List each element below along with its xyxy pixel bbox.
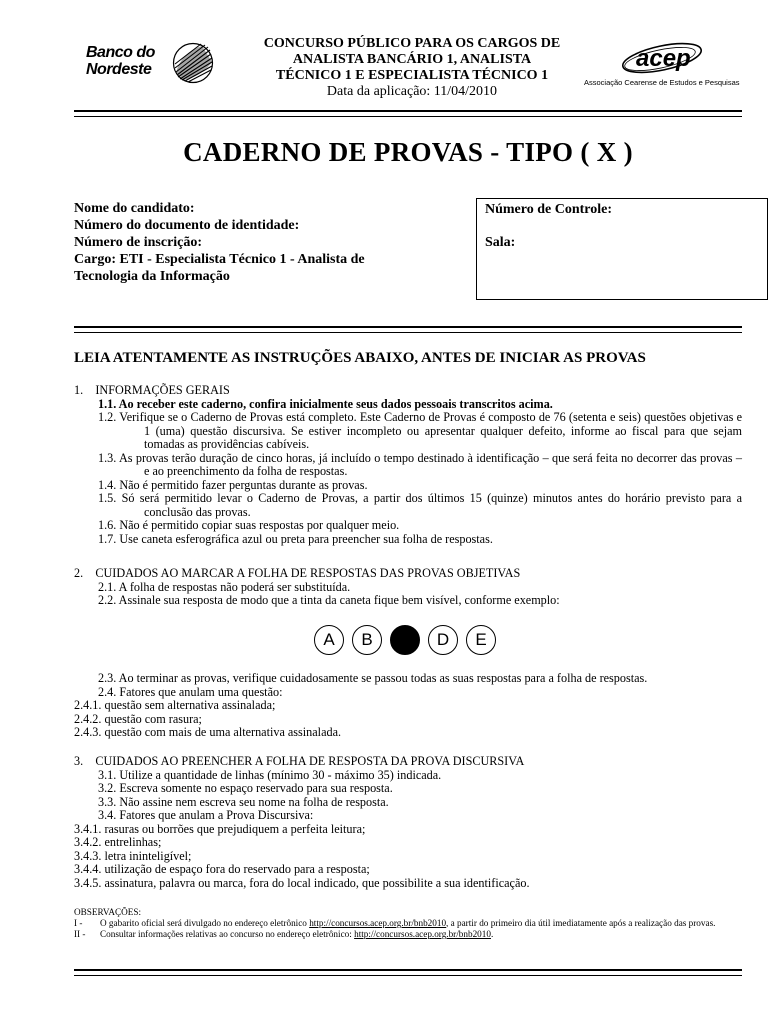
list-subitem: 3.4.5. assinatura, palavra ou marca, fora do local indicado, que possibilite a sua identificação.: [74, 875, 530, 890]
list-item: 2.4. Fatores que anulam uma questão:: [98, 684, 283, 699]
list-item: 1.6. Não é permitido copiar suas respostas por qualquer meio.: [98, 518, 400, 532]
list-subitem: 2.4.1. questão sem alternativa assinalada;: [74, 698, 276, 712]
info-divider: [74, 326, 742, 333]
bank-logo-line1: Banco do: [86, 44, 155, 61]
observation-text: [100, 918, 742, 929]
candidate-position-line1: Cargo: ETI - Especialista Técnico 1 - Analista de: [74, 252, 365, 267]
list-subitem: 3.4.2. entrelinhas;: [74, 835, 162, 849]
section-objective-answers: [74, 567, 742, 608]
observation2-post: .: [490, 929, 494, 939]
candidate-name-label: Nome do candidato:: [74, 201, 195, 216]
list-item: 2.1. A folha de respostas não poderá ser substituída.: [98, 579, 351, 594]
observation1-pre: O gabarito oficial será divulgado no endereço eletrônico: [100, 918, 310, 928]
section-objective-answers-cont: [74, 672, 742, 740]
observation1-post: , a partir do primeiro dia útil imediatamente após a realização das provas.: [446, 918, 716, 928]
list-item: 1.5. Só será permitido levar o Caderno de Provas, a partir dos últimos 15 (quinze) minutos antes do horário previsto para a conclusão das provas.: [98, 491, 742, 519]
list-item: 1.3. As provas terão duração de cinco horas, já incluído o tempo destinado à identificação – que será feita no decorrer das provas – e ao preenchimento da folha de respostas.: [98, 450, 742, 478]
control-number-label: Número de Controle:: [485, 202, 613, 217]
candidate-registration-label: Número de inscrição:: [74, 235, 203, 250]
observation2-pre: Consultar informações relativas ao concurso no endereço eletrônico:: [100, 929, 355, 939]
list-item: 3.3. Não assine nem escreva seu nome na folha de resposta.: [98, 794, 389, 809]
list-subitem: 3.4.3. letra ininteligível;: [74, 848, 192, 863]
header-title-line3: TÉCNICO 1 E ESPECIALISTA TÉCNICO 1: [275, 68, 549, 83]
section-general-info: [74, 384, 742, 546]
list-item: 3.4. Fatores que anulam a Prova Discursiva:: [98, 808, 314, 822]
control-box: [476, 198, 768, 300]
list-item: 1.2. Verifique se o Caderno de Provas está completo. Este Caderno de Provas é composto de 76 (setenta e seis) questões objetivas e 1 (uma) questão discursiva. Se estiver incompleto ou apresentar qualquer defeito, informe ao fiscal para que sejam tomadas as providências cabíveis.: [98, 410, 742, 451]
footer-divider: [74, 969, 742, 976]
bubble-c-filled: [390, 625, 420, 655]
list-subitem: 3.4.4. utilização de espaço fora do reservado para a resposta;: [74, 862, 370, 876]
bubble-e: E: [466, 625, 496, 655]
section1-title: 1. INFORMAÇÕES GERAIS: [74, 383, 230, 397]
section2-title: 2. CUIDADOS AO MARCAR A FOLHA DE RESPOSTAS DAS PROVAS OBJETIVAS: [74, 566, 521, 580]
list-subitem: 2.4.3. questão com mais de uma alternativa assinalada.: [74, 725, 342, 739]
bubble-d: D: [428, 625, 458, 655]
answer-bubble-example: [314, 625, 494, 659]
observations: [74, 907, 742, 940]
bank-emblem-icon: [172, 42, 214, 84]
results-link[interactable]: http://concursos.acep.org.br/bnb2010: [309, 918, 447, 928]
list-item: 1.4. Não é permitido fazer perguntas durante as provas.: [98, 477, 368, 492]
list-subitem: 3.4.1. rasuras ou borrões que prejudiquem a perfeita leitura;: [74, 821, 366, 836]
list-item: 3.2. Escreva somente no espaço reservado para sua resposta.: [98, 781, 393, 795]
acep-subtitle: Associação Cearense de Estudos e Pesquisas: [584, 78, 740, 87]
observations-title: OBSERVAÇÕES:: [74, 907, 141, 917]
observation-key: I -: [74, 918, 83, 928]
page-title: CADERNO DE PROVAS - TIPO ( X ): [183, 137, 633, 167]
list-item: 3.1. Utilize a quantidade de linhas (mínimo 30 - máximo 35) indicada.: [98, 767, 442, 782]
observation-text: [100, 929, 742, 940]
acep-logo-text: acep: [636, 45, 691, 72]
candidate-info: [74, 200, 464, 285]
exam-header: [232, 36, 592, 100]
list-item: 1.1. Ao receber este caderno, confira inicialmente seus dados pessoais transcritos acima.: [98, 396, 553, 411]
room-label: Sala:: [485, 235, 516, 250]
instructions-heading: LEIA ATENTAMENTE AS INSTRUÇÕES ABAIXO, ANTES DE INICIAR AS PROVAS: [74, 350, 646, 366]
list-item: 2.2. Assinale sua resposta de modo que a tinta da caneta fique bem visível, conforme exemplo:: [98, 593, 560, 607]
observation-item: [74, 918, 742, 929]
acep-logo: [612, 38, 704, 78]
list-item: 1.7. Use caneta esferográfica azul ou preta para preencher sua folha de respostas.: [98, 531, 493, 546]
header-title-line2: ANALISTA BANCÁRIO 1, ANALISTA: [292, 52, 532, 67]
section-discursive-answer: [74, 755, 742, 890]
section3-title: 3. CUIDADOS AO PREENCHER A FOLHA DE RESPOSTA DA PROVA DISCURSIVA: [74, 754, 525, 768]
header-title-line1: CONCURSO PÚBLICO PARA OS CARGOS DE: [263, 36, 561, 51]
bank-logo-line2: Nordeste: [86, 61, 152, 78]
candidate-id-label: Número do documento de identidade:: [74, 218, 300, 233]
observation-item: [74, 929, 742, 940]
application-date: Data da aplicação: 11/04/2010: [326, 84, 498, 99]
observation-key: II -: [74, 929, 86, 939]
list-item: 2.3. Ao terminar as provas, verifique cuidadosamente se passou todas as suas respostas para a folha de respostas.: [98, 671, 648, 685]
candidate-position-line2: Tecnologia da Informação: [74, 269, 230, 284]
header-divider: [74, 110, 742, 117]
list-subitem: 2.4.2. questão com rasura;: [74, 711, 202, 726]
info-link[interactable]: http://concursos.acep.org.br/bnb2010: [354, 929, 491, 939]
bubble-b: B: [352, 625, 382, 655]
bubble-a: A: [314, 625, 344, 655]
